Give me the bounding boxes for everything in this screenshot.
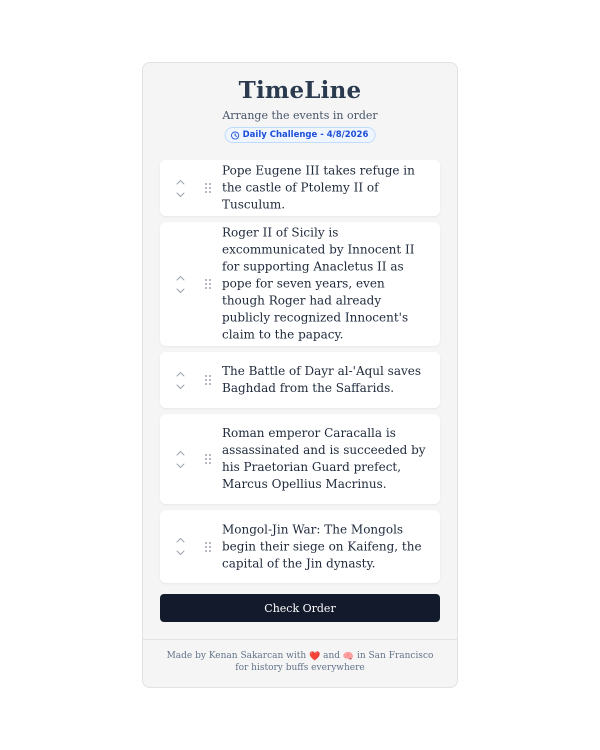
- reorder-controls: [172, 367, 188, 393]
- chevron-up-icon: [176, 275, 185, 281]
- app-subtitle: Arrange the events in order: [222, 109, 378, 122]
- move-up-button[interactable]: [172, 175, 188, 188]
- move-down-button[interactable]: [172, 459, 188, 472]
- event-text: The Battle of Dayr al-'Aqul saves Baghdad from the Saffarids.: [222, 364, 422, 395]
- move-down-button[interactable]: [172, 284, 188, 297]
- reorder-controls: [172, 534, 188, 560]
- chevron-down-icon: [176, 192, 185, 198]
- event-card[interactable]: [160, 510, 440, 583]
- drag-handle-icon[interactable]: [204, 541, 212, 553]
- daily-challenge-label: Daily Challenge - 4/8/2026: [242, 130, 369, 140]
- chevron-up-icon: [176, 179, 185, 185]
- chevron-up-icon: [176, 537, 185, 543]
- move-up-button[interactable]: [172, 271, 188, 284]
- drag-handle-icon[interactable]: [204, 374, 212, 386]
- event-text: Roman emperor Caracalla is assassinated and is succeeded by his Praetorian Guard prefect, Marcus Opellius Macrinus.: [222, 426, 426, 491]
- footer-divider: [143, 639, 457, 640]
- move-down-button[interactable]: [172, 547, 188, 560]
- reorder-controls: [172, 271, 188, 297]
- daily-challenge-badge: [225, 127, 376, 143]
- footer-text-start: Made by Kenan Sakarcan with: [166, 651, 310, 661]
- reorder-controls: [172, 446, 188, 472]
- event-card[interactable]: [160, 414, 440, 504]
- drag-handle-icon[interactable]: [204, 453, 212, 465]
- chevron-up-icon: [176, 371, 185, 377]
- chevron-down-icon: [176, 288, 185, 294]
- move-up-button[interactable]: [172, 534, 188, 547]
- game-card: [142, 62, 458, 688]
- heart-icon: ❤️: [309, 652, 321, 662]
- move-up-button[interactable]: [172, 446, 188, 459]
- clock-icon: [231, 131, 240, 140]
- event-text: Pope Eugene III takes refuge in the castle of Ptolemy II of Tusculum.: [222, 163, 415, 212]
- footer-text-and: and: [320, 651, 343, 661]
- move-down-button[interactable]: [172, 188, 188, 201]
- chevron-up-icon: [176, 450, 185, 456]
- event-card[interactable]: [160, 352, 440, 408]
- drag-handle-icon[interactable]: [204, 278, 212, 290]
- chevron-down-icon: [176, 384, 185, 390]
- event-text: Roger II of Sicily is excommunicated by Innocent II for supporting Anacletus II as pope for seven years, even though Roger had already publicly recognized Innocent's claim to the papacy.: [222, 225, 415, 342]
- drag-handle-icon[interactable]: [204, 182, 212, 194]
- event-card[interactable]: [160, 222, 440, 346]
- footer-text-end: in San Francisco for history buffs everywhere: [235, 651, 434, 673]
- footer-credit: [163, 651, 437, 674]
- event-card[interactable]: [160, 160, 440, 216]
- chevron-down-icon: [176, 463, 185, 469]
- event-text: Mongol-Jin War: The Mongols begin their siege on Kaifeng, the capital of the Jin dynasty.: [222, 522, 422, 570]
- brain-icon: 🧠: [342, 652, 355, 662]
- chevron-down-icon: [176, 550, 185, 556]
- app-title: TimeLine: [238, 77, 362, 104]
- reorder-controls: [172, 175, 188, 201]
- move-up-button[interactable]: [172, 367, 188, 380]
- move-down-button[interactable]: [172, 380, 188, 393]
- check-order-button[interactable]: Check Order: [160, 594, 440, 622]
